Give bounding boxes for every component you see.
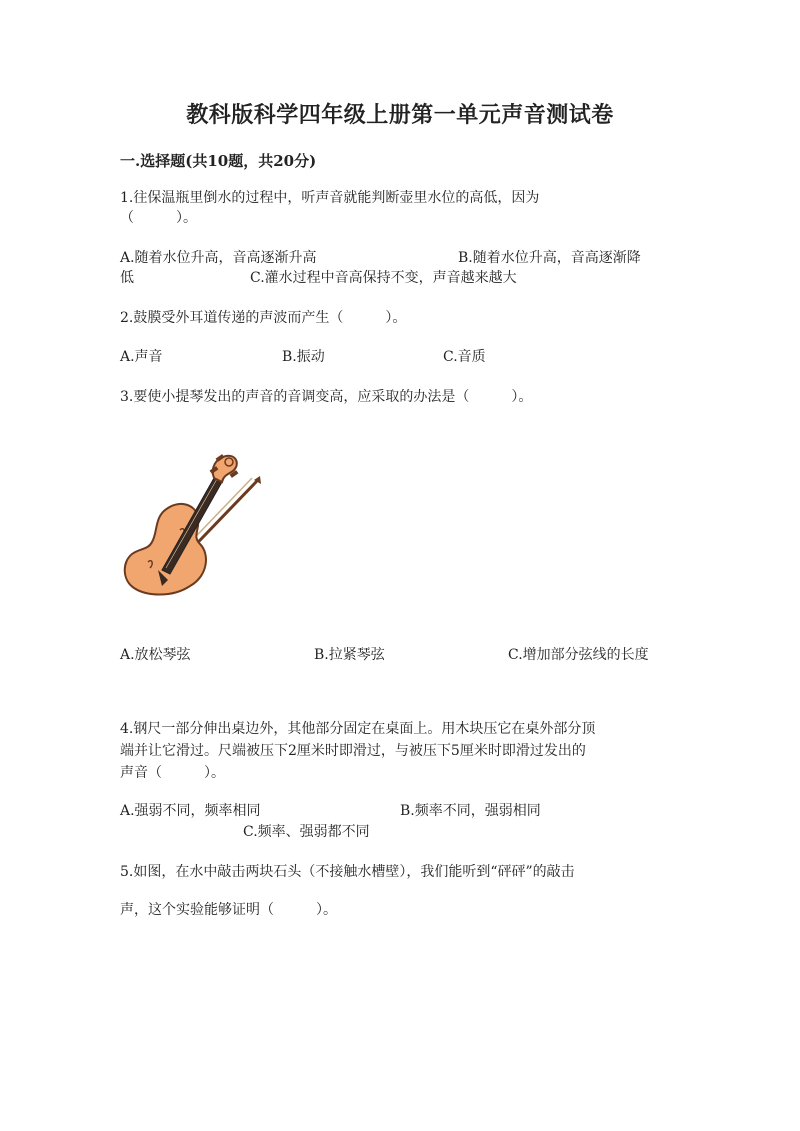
question-1-option-c: C.灌水过程中音高保持不变，声音越来越大 (250, 270, 517, 286)
question-1-option-a: A.随着水位升高，音高逐渐升高 (120, 250, 317, 266)
question-2-stem: 2.鼓膜受外耳道传递的声波而产生（ ）。 (120, 310, 407, 326)
violin-illustration (118, 438, 268, 608)
question-4-stem-line-3: 声音（ ）。 (120, 765, 225, 781)
question-4-option-b: B.频率不同，强弱相同 (400, 803, 541, 819)
question-3-option-c: C.增加部分弦线的长度 (508, 647, 649, 663)
question-1-option-b-continuation: 低 (120, 270, 134, 286)
question-4-option-c: C.频率、强弱都不同 (243, 824, 370, 840)
question-2-option-a: A.声音 (120, 349, 163, 365)
question-4-option-a: A.强弱不同，频率相同 (120, 803, 261, 819)
question-5-stem-line-1: 5.如图，在水中敲击两块石头（不接触水槽壁），我们能听到“砰砰”的敲击 (120, 864, 575, 880)
question-3-option-a: A.放松琴弦 (120, 647, 191, 663)
question-5-stem-line-2: 声，这个实验能够证明（ ）。 (120, 902, 337, 918)
section-title: 一.选择题(共10题，共20分) (120, 152, 317, 170)
violin-scroll (210, 454, 239, 482)
question-4-stem-line-1: 4.钢尺一部分伸出桌边外，其他部分固定在桌面上。用木块压它在桌外部分顶 (120, 721, 596, 737)
question-3-option-b: B.拉紧琴弦 (314, 647, 385, 663)
question-1-option-b: B.随着水位升高，音高逐渐降 (458, 250, 641, 266)
question-3-stem: 3.要使小提琴发出的声音的音调变高，应采取的办法是（ ）。 (120, 389, 533, 405)
question-2-option-b: B.振动 (282, 349, 325, 365)
question-4-stem-line-2: 端并让它滑过。尺端被压下2厘米时即滑过，与被压下5厘米时即滑过发出的 (120, 743, 586, 759)
page-title: 教科版科学四年级上册第一单元声音测试卷 (186, 102, 614, 128)
question-1-stem-line-1: 1.往保温瓶里倒水的过程中，听声音就能判断壶里水位的高低，因为 (120, 190, 540, 206)
question-1-stem-line-2: （ ）。 (120, 210, 197, 226)
question-2-option-c: C.音质 (443, 349, 486, 365)
